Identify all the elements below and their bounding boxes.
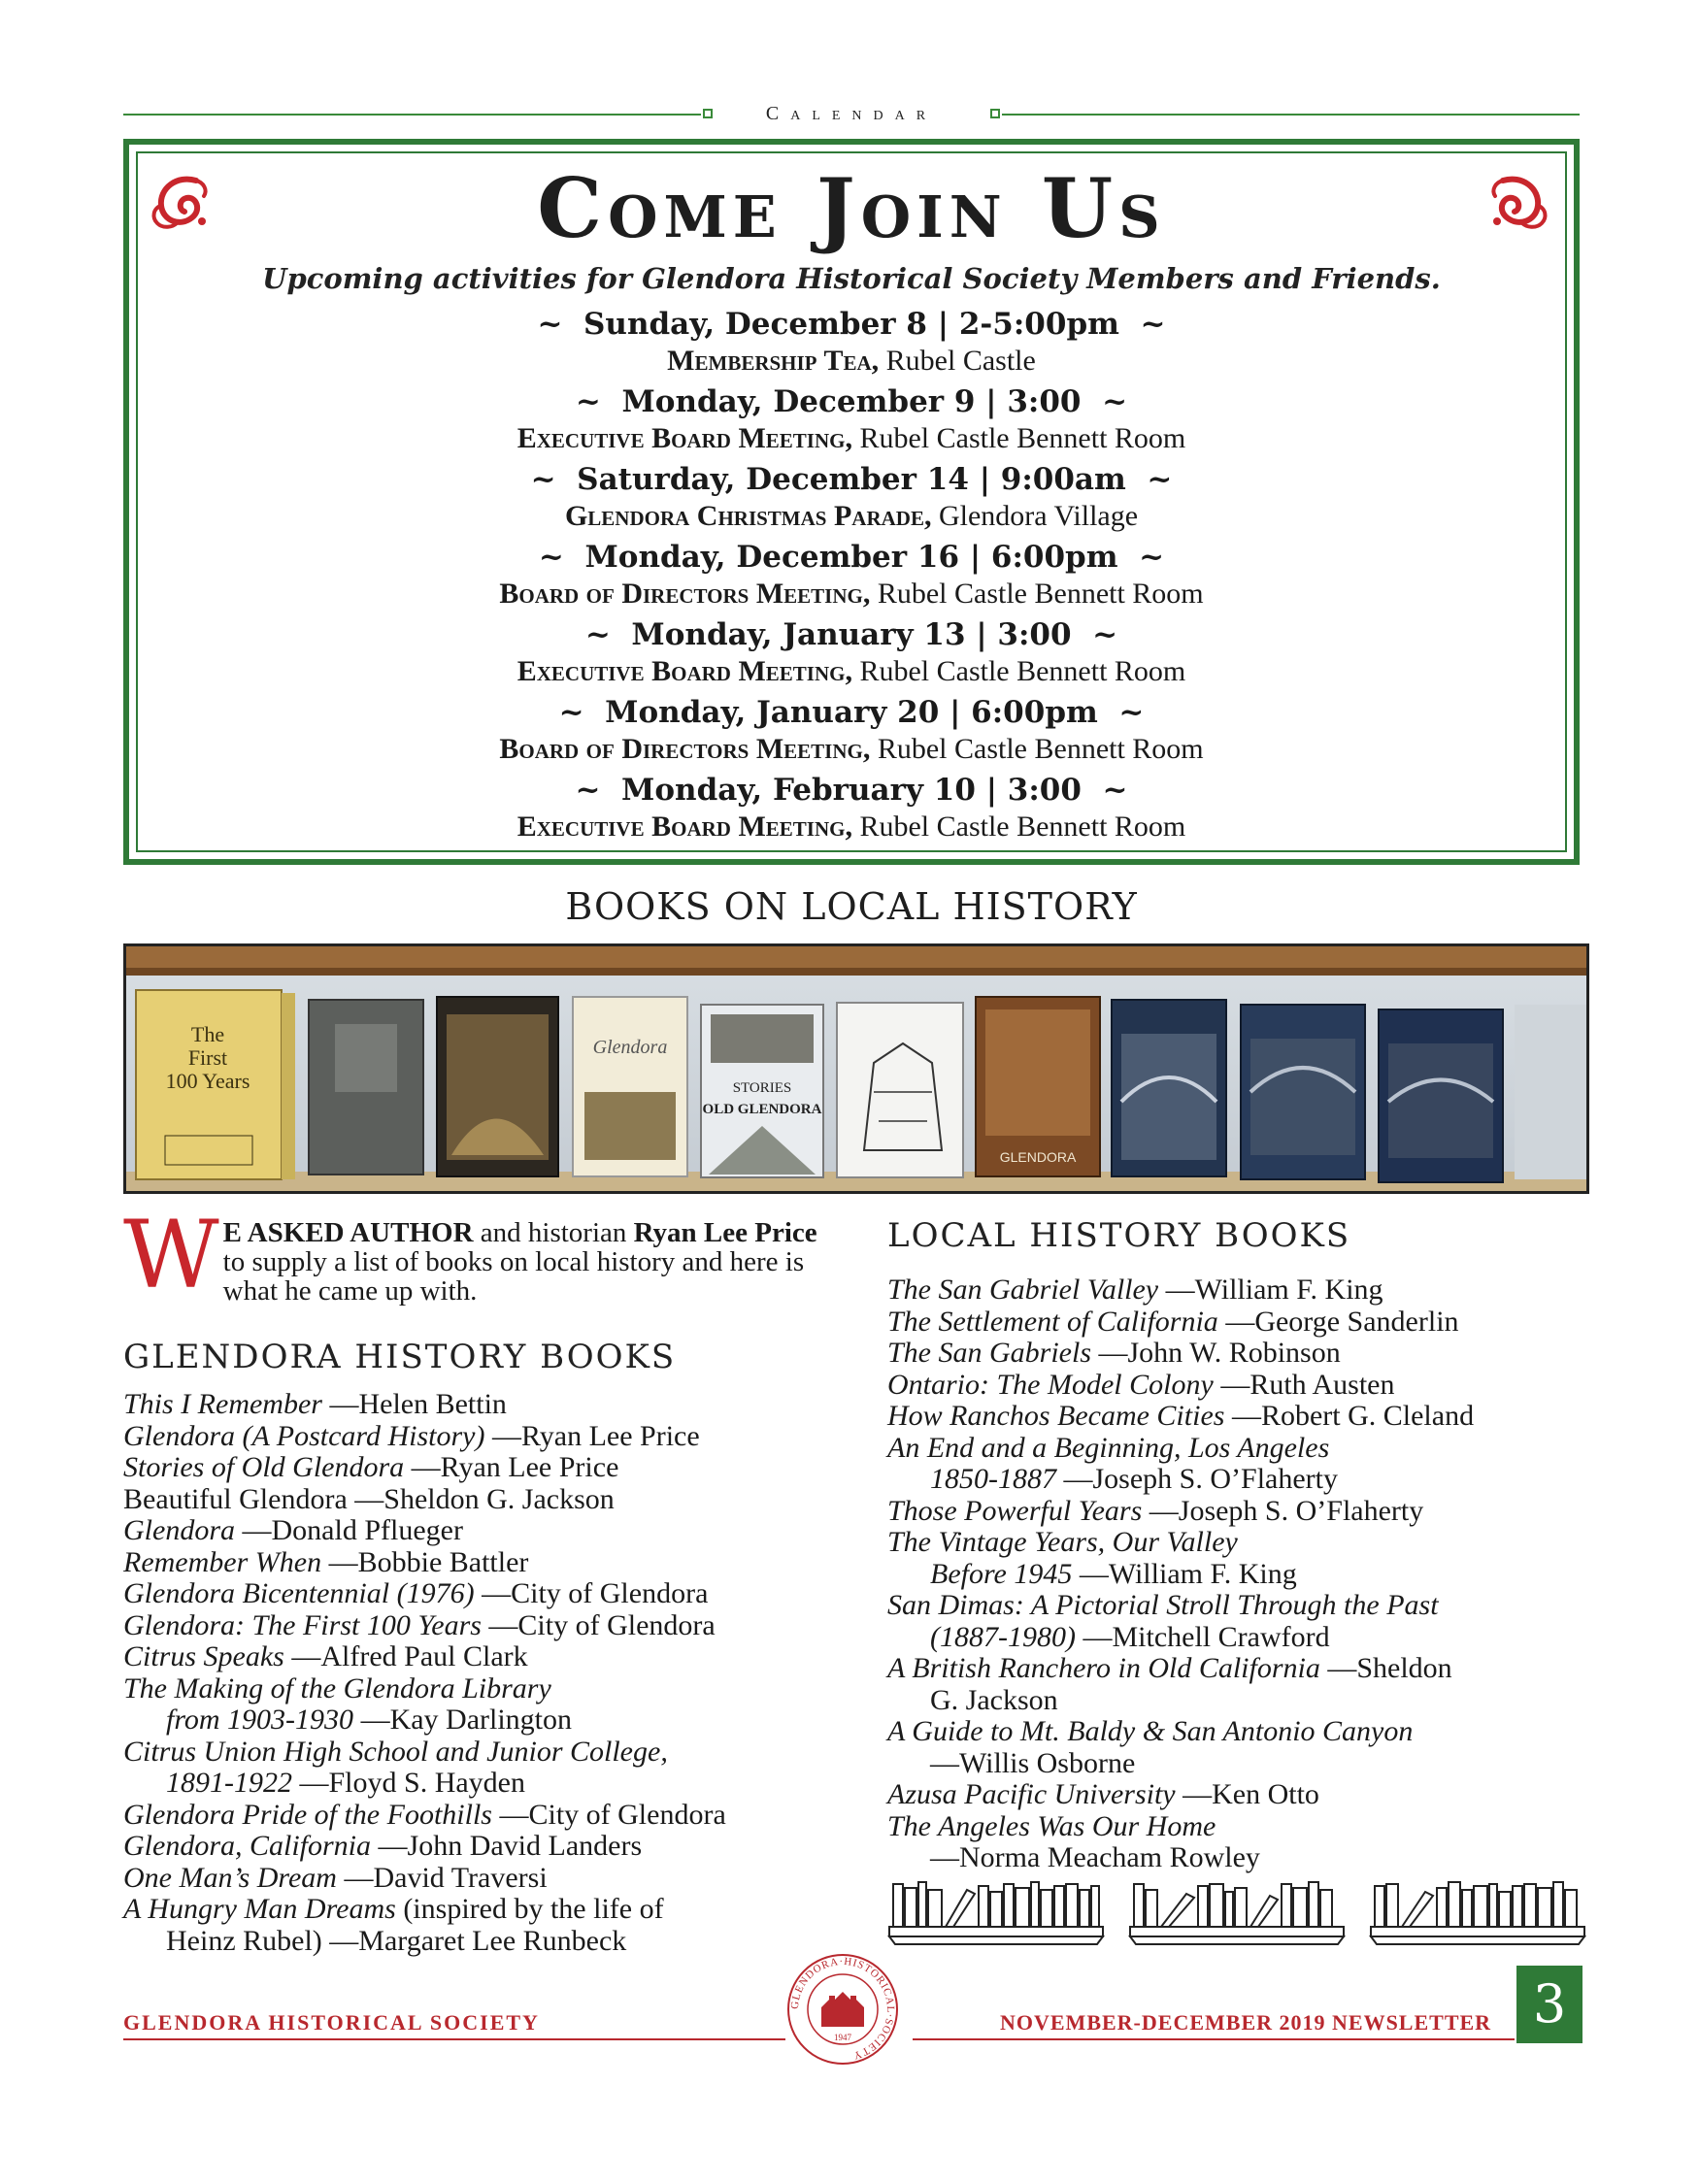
book-author: —Alfred Paul Clark (283, 1640, 528, 1672)
book-item (887, 1527, 1586, 1590)
book-title: The San Gabriel Valley (887, 1274, 1159, 1306)
society-seal-logo (784, 1951, 901, 2068)
event-name: Glendora Christmas Parade, (564, 500, 932, 532)
rule-line-right (1002, 114, 1580, 116)
event-name: Executive Board Meeting, (516, 811, 852, 843)
event-place: Glendora Village (931, 500, 1139, 532)
book-author-cont: Heinz Rubel) —Margaret Lee Runbeck (166, 1924, 627, 1957)
local-book-list (887, 1274, 1586, 1874)
book-item (887, 1433, 1586, 1496)
book-author: —Ken Otto (1175, 1778, 1319, 1810)
glendora-books-heading: GLENDORA HISTORY BOOKS (123, 1338, 677, 1376)
book-author: —City of Glendora (491, 1798, 726, 1831)
book-author-cont: G. Jackson (930, 1683, 1058, 1716)
book-title: The Angeles Was Our Home (887, 1809, 1216, 1842)
event-place: Rubel Castle Bennett Room (851, 811, 1186, 843)
book-author: —City of Glendora (474, 1577, 709, 1609)
book-title: Citrus Union High School and Junior College, (123, 1735, 668, 1768)
book-author: —City of Glendora (481, 1608, 716, 1641)
book-title: The San Gabriels (887, 1337, 1091, 1369)
book-item (887, 1338, 1586, 1370)
book-author-cont: —Willis Osborne (930, 1746, 1136, 1779)
book-title: How Ranchos Became Cities (887, 1400, 1225, 1432)
event-date: ~ Monday, December 16 | 6:00pm ~ (538, 540, 1165, 575)
event-item (123, 306, 1580, 383)
event-name: Executive Board Meeting, (516, 422, 852, 454)
event-item (123, 616, 1580, 694)
book-title: A Guide to Mt. Baldy & San Antonio Canyon (887, 1715, 1414, 1747)
book-item (887, 1716, 1586, 1779)
book-item (887, 1401, 1586, 1433)
svg-text:STORIES: STORIES (732, 1080, 792, 1096)
glendora-book-list (123, 1389, 842, 1957)
rule-square-left (703, 109, 713, 118)
book-author: —Floyd S. Hayden (292, 1767, 525, 1799)
book-author: —Ruth Austen (1213, 1368, 1395, 1401)
book-author: —Sheldon G. Jackson (347, 1482, 615, 1515)
rule-line-left (123, 114, 701, 116)
book-author: —David Traversi (336, 1861, 548, 1894)
bookshelf-illustration-icon (887, 1876, 1586, 1946)
book-item (123, 1578, 842, 1610)
event-description (123, 420, 1580, 457)
book-title: Beautiful Glendora (123, 1482, 348, 1515)
book-title: Glendora (123, 1514, 235, 1546)
book-title-line2: from 1903-1930 (166, 1704, 354, 1736)
event-date: ~ Sunday, December 8 | 2-5:00pm ~ (537, 307, 1166, 342)
event-name: Board of Directors Meeting, (499, 733, 871, 765)
bookshelf-photo (123, 943, 1589, 1194)
book-item (887, 1370, 1586, 1402)
event-description (123, 343, 1580, 380)
event-name: Membership Tea, (667, 345, 880, 377)
book-item (123, 1515, 842, 1547)
event-description (123, 731, 1580, 768)
svg-text:100 Years: 100 Years (165, 1069, 250, 1093)
book-item (887, 1653, 1586, 1716)
event-place: Rubel Castle (879, 345, 1036, 377)
book-title: Glendora, California (123, 1830, 372, 1862)
book-title: Stories of Old Glendora (123, 1451, 405, 1483)
calendar-section-rule (123, 105, 1580, 124)
book-author: —John David Landers (371, 1830, 643, 1862)
svg-text:GLENDORA: GLENDORA (999, 1149, 1077, 1165)
book-title: The Making of the Glendora Library (123, 1671, 551, 1704)
event-date: ~ Monday, January 13 | 3:00 ~ (584, 617, 1118, 652)
book-title: Glendora Pride of the Foothills (123, 1798, 492, 1831)
event-item (123, 539, 1580, 616)
book-title: One Man’s Dream (123, 1861, 337, 1894)
event-date: ~ Monday, February 10 | 3:00 ~ (575, 773, 1128, 808)
footer-rule (913, 2038, 1515, 2040)
book-item (887, 1307, 1586, 1339)
event-list (123, 306, 1580, 849)
calendar-title: Come Join Us (537, 160, 1166, 256)
book-title: Glendora Bicentennial (1976) (123, 1577, 475, 1609)
intro-paragraph (123, 1201, 822, 1309)
event-description (123, 653, 1580, 690)
book-author: —Kay Darlington (353, 1704, 573, 1736)
book-title: Those Powerful Years (887, 1494, 1143, 1527)
book-author: —William F. King (1072, 1557, 1297, 1590)
book-author: —Ryan Lee Price (484, 1419, 700, 1452)
book-title: The Settlement of California (887, 1305, 1218, 1338)
event-item (123, 772, 1580, 849)
book-title: An End and a Beginning, Los Angeles (887, 1431, 1330, 1464)
book-author: —Joseph S. O’Flaherty (1056, 1463, 1338, 1495)
book-title-line2: Before 1945 (930, 1557, 1073, 1590)
book-title-line2: 1850-1887 (930, 1463, 1056, 1495)
book-item (123, 1737, 842, 1800)
book-author: —Helen Bettin (321, 1388, 507, 1420)
book-title: The Vintage Years, Our Valley (887, 1526, 1238, 1558)
event-place: Rubel Castle Bennett Room (851, 422, 1186, 454)
book-title-cont (887, 1622, 1586, 1654)
book-author: —Robert G. Cleland (1224, 1400, 1475, 1432)
book-item (123, 1800, 842, 1832)
book-item (123, 1421, 842, 1453)
footer-issue: NOVEMBER-DECEMBER 2019 NEWSLETTER (1000, 2010, 1492, 2035)
book-title: A British Ranchero in Old California (887, 1652, 1320, 1684)
book-title-line2: (1887-1980) (930, 1620, 1076, 1653)
books-section-heading: BOOKS ON LOCAL HISTORY (565, 885, 1138, 928)
event-item (123, 461, 1580, 539)
book-author-cont: —Norma Meacham Rowley (930, 1841, 1260, 1873)
svg-text:Glendora: Glendora (592, 1037, 668, 1058)
event-name: Board of Directors Meeting, (499, 578, 871, 610)
book-title: This I Remember (123, 1388, 322, 1420)
book-title: San Dimas: A Pictorial Stroll Through the Past (887, 1589, 1439, 1621)
drop-cap: W (123, 1201, 219, 1309)
event-description (123, 576, 1580, 612)
event-place: Rubel Castle Bennett Room (870, 733, 1204, 765)
book-item (123, 1641, 842, 1673)
book-item (123, 1673, 842, 1737)
intro-text: to supply a list of books on local history and here is what he came up with. (222, 1246, 805, 1307)
event-name: Executive Board Meeting, (516, 655, 852, 687)
book-title: Remember When (123, 1545, 322, 1578)
svg-text:OLD GLENDORA: OLD GLENDORA (702, 1102, 822, 1117)
book-item (123, 1831, 842, 1863)
rule-square-right (990, 109, 1000, 118)
event-date: ~ Saturday, December 14 | 9:00am ~ (530, 462, 1173, 497)
book-title: Citrus Speaks (123, 1640, 284, 1672)
event-date: ~ Monday, January 20 | 6:00pm ~ (558, 695, 1145, 730)
photo-book-title: The (190, 1022, 225, 1046)
book-title-cont (887, 1559, 1586, 1591)
intro-bold-lead: E ASKED AUTHOR (222, 1217, 474, 1248)
book-title-cont (123, 1704, 842, 1737)
book-author: —Ryan Lee Price (404, 1451, 619, 1483)
local-books-heading: LOCAL HISTORY BOOKS (887, 1216, 1351, 1255)
book-title: Glendora: The First 100 Years (123, 1608, 482, 1641)
book-author: —Mitchell Crawford (1075, 1620, 1330, 1653)
book-item (887, 1496, 1586, 1528)
event-date: ~ Monday, December 9 | 3:00 ~ (575, 384, 1128, 419)
book-item (887, 1811, 1586, 1874)
book-title-line2: 1891-1922 (166, 1767, 292, 1799)
page-number: 3 (1516, 1966, 1582, 2043)
shelf-unit (889, 1882, 1103, 1944)
book-item (123, 1452, 842, 1484)
seal-text: GLENDORA·HISTORICAL·SOCIETY (788, 1955, 897, 2062)
book-author: —William F. King (1158, 1274, 1383, 1306)
book-title: Glendora (A Postcard History) (123, 1419, 485, 1452)
book-item (123, 1894, 842, 1957)
book-author: —George Sanderlin (1217, 1305, 1459, 1338)
book-title-cont (887, 1464, 1586, 1496)
intro-text: and historian (473, 1217, 634, 1248)
calendar-section-label: Calendar (765, 103, 938, 124)
book-author: —John W. Robinson (1091, 1337, 1341, 1369)
book-item (123, 1863, 842, 1895)
book-author: —Sheldon (1319, 1652, 1452, 1684)
event-place: Rubel Castle Bennett Room (851, 655, 1186, 687)
event-description (123, 809, 1580, 845)
seal-year: 1947 (834, 2033, 851, 2042)
event-description (123, 498, 1580, 535)
book-item (123, 1610, 842, 1642)
book-author: —Donald Pflueger (235, 1514, 463, 1546)
book-title: Azusa Pacific University (887, 1778, 1176, 1810)
book-title-cont (123, 1768, 842, 1800)
book-item (887, 1779, 1586, 1811)
book-item (123, 1484, 842, 1516)
book-author: —Joseph S. O’Flaherty (1142, 1494, 1424, 1527)
calendar-subtitle: Upcoming activities for Glendora Historical Society Members and Friends. (262, 262, 1441, 295)
footer-society-name: GLENDORA HISTORICAL SOCIETY (123, 2010, 540, 2035)
intro-author-name: Ryan Lee Price (633, 1217, 817, 1248)
book-item (887, 1590, 1586, 1653)
event-item (123, 383, 1580, 461)
book-item (887, 1274, 1586, 1307)
book-item (123, 1547, 842, 1579)
event-item (123, 694, 1580, 772)
book-author: —Bobbie Battler (321, 1545, 529, 1578)
book-title: A Hungry Man Dreams (123, 1893, 396, 1925)
footer-rule (123, 2038, 785, 2040)
svg-text:First: First (187, 1045, 228, 1070)
book-title: Ontario: The Model Colony (887, 1368, 1214, 1401)
book-author: (inspired by the life of (395, 1893, 664, 1925)
book-item (123, 1389, 842, 1421)
event-place: Rubel Castle Bennett Room (870, 578, 1204, 610)
